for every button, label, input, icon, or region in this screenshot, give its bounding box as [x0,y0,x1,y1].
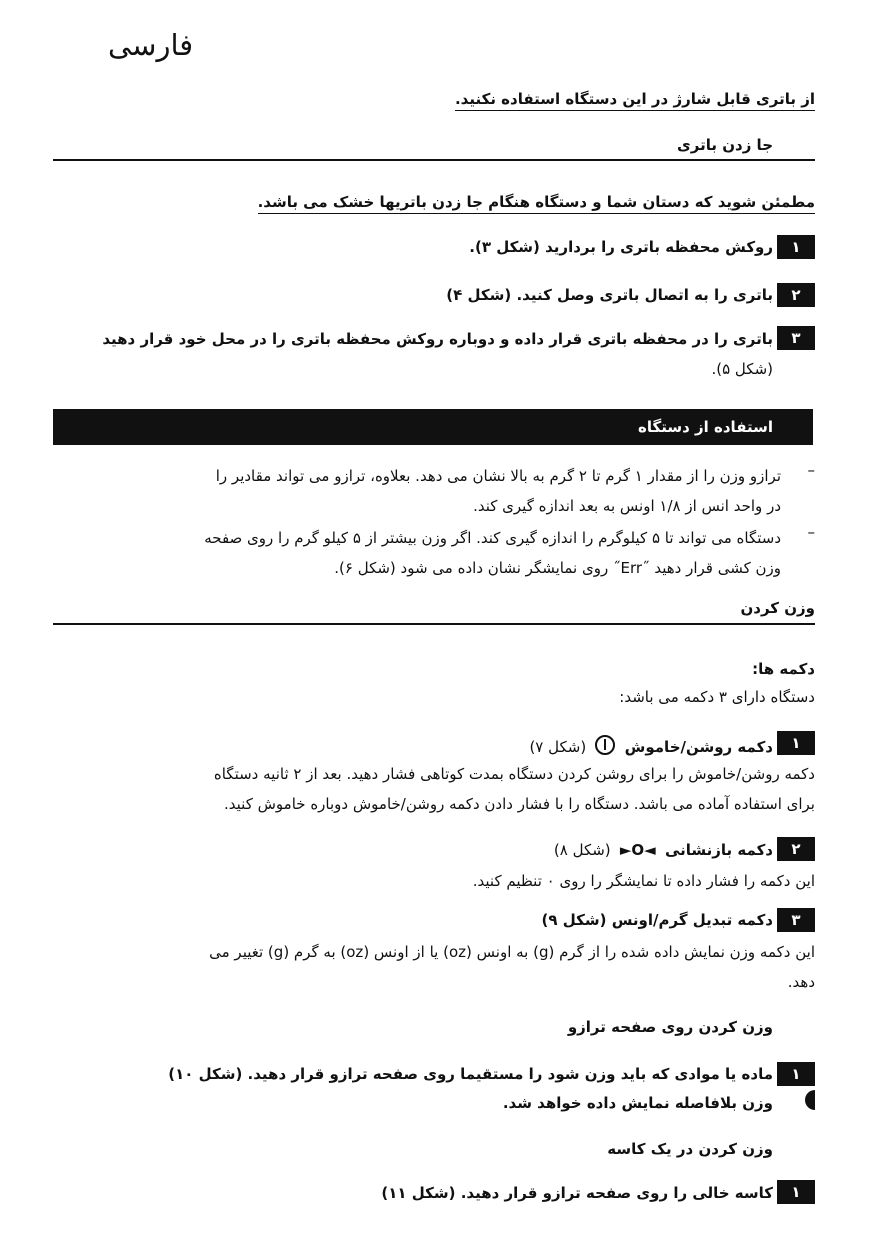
section-divider [53,159,815,161]
button-title: دکمه روشن/خاموش [624,738,773,756]
desc-line: دهد. [787,973,815,991]
section-divider [53,623,815,625]
step-result: وزن بلافاصله نمایش داده خواهد شد. [502,1094,773,1112]
step-number: ۲ [777,283,815,307]
bullet-line: ترازو وزن را از مقدار ۱ گرم تا ۲ گرم به بالا نشان می دهد. بعلاوه، ترازو می تواند مقادیر را [215,467,781,485]
tare-icon: ►O◄ [619,841,656,859]
button-title-power [529,735,773,756]
desc-line: برای استفاده آماده می باشد. دستگاه را با فشار دادن دکمه روشن/خاموش دوباره خاموش کنید. [224,795,815,813]
step-number: ۱ [777,1180,815,1204]
step-number: ۱ [777,1062,815,1086]
button-title-reset [554,841,773,859]
bullet-text [53,461,781,521]
desc-line: دکمه روشن/خاموش را برای روشن کردن دستگاه بمدت کوتاهی فشار دهید. بعد از ۲ ثانیه دستگاه [213,765,815,783]
subsection-title-plate: وزن کردن روی صفحه ترازو [567,1018,773,1036]
bullet-line: دستگاه می تواند تا ۵ کیلوگرم را اندازه گیری کند. اگر وزن بیشتر از ۵ کیلو گرم را روی صفحه [204,529,781,547]
button-desc [53,759,815,819]
button-title: دکمه بازنشانی [664,841,773,859]
bullet-line: وزن کشی قرار دهید ˝Err˝ روی نمایشگر نشان داده می شود (شکل ۶). [334,559,781,577]
step-number: ۲ [777,837,815,861]
buttons-intro: دستگاه دارای ۳ دکمه می باشد: [619,688,815,706]
step-text: باتری را در محفظه باتری قرار داده و دوباره روکش محفظه باتری را در محل خود قرار دهید [102,330,773,348]
step-number: ۳ [777,908,815,932]
bullet-dash: – [807,523,815,541]
desc-line: این دکمه وزن نمایش داده شده را از گرم (g) به اونس (oz) یا از اونس (oz) به گرم (g) تغییر می [209,943,815,961]
bullet-line: در واحد انس از ۱/۸ اونس به بعد اندازه گیری کند. [473,497,781,515]
subsection-title-bowl: وزن کردن در یک کاسه [607,1140,773,1158]
language-label: فارسی [108,28,194,62]
step-text: باتری را به اتصال باتری وصل کنید. (شکل ۴) [446,286,773,304]
section-title-using: استفاده از دستگاه [638,418,773,436]
step-text: روکش محفظه باتری را بردارید (شکل ۳). [469,238,773,256]
step-number: ۳ [777,326,815,350]
power-icon [595,735,615,755]
warning-no-rechargeable: از باتری قابل شارژ در این دستگاه استفاده نکنید. [455,90,815,111]
warning-text [455,90,815,108]
buttons-heading: دکمه ها: [752,660,815,678]
bullet-text [53,523,781,583]
result-marker-icon [805,1090,815,1110]
figure-ref: (شکل ۷) [529,738,587,756]
step-text: ماده یا موادی که باید وزن شود را مستقیما روی صفحه ترازو قرار دهید. (شکل ۱۰) [168,1065,773,1083]
button-title-unit: دکمه تبدیل گرم/اونس (شکل ۹) [541,911,773,929]
figure-ref: (شکل ۸) [553,841,611,859]
button-desc [78,937,815,997]
button-desc: این دکمه را فشار داده تا نمایشگر را روی ۰ تنظیم کنید. [472,872,815,890]
battery-note-text: مطمئن شوید که دستان شما و دستگاه هنگام جا زدن باتریها خشک می باشد. [258,193,815,214]
bullet-dash: – [807,461,815,479]
section-banner-using [53,409,813,445]
step-number: ۱ [777,731,815,755]
step-number: ۱ [777,235,815,259]
step-text-continued: (شکل ۵). [711,360,773,378]
step-text: کاسه خالی را روی صفحه ترازو قرار دهید. (شکل ۱۱) [381,1184,773,1202]
section-title-weighing: وزن کردن [740,599,815,617]
battery-note [258,193,815,211]
section-title-insert-battery: جا زدن باتری [677,136,773,154]
